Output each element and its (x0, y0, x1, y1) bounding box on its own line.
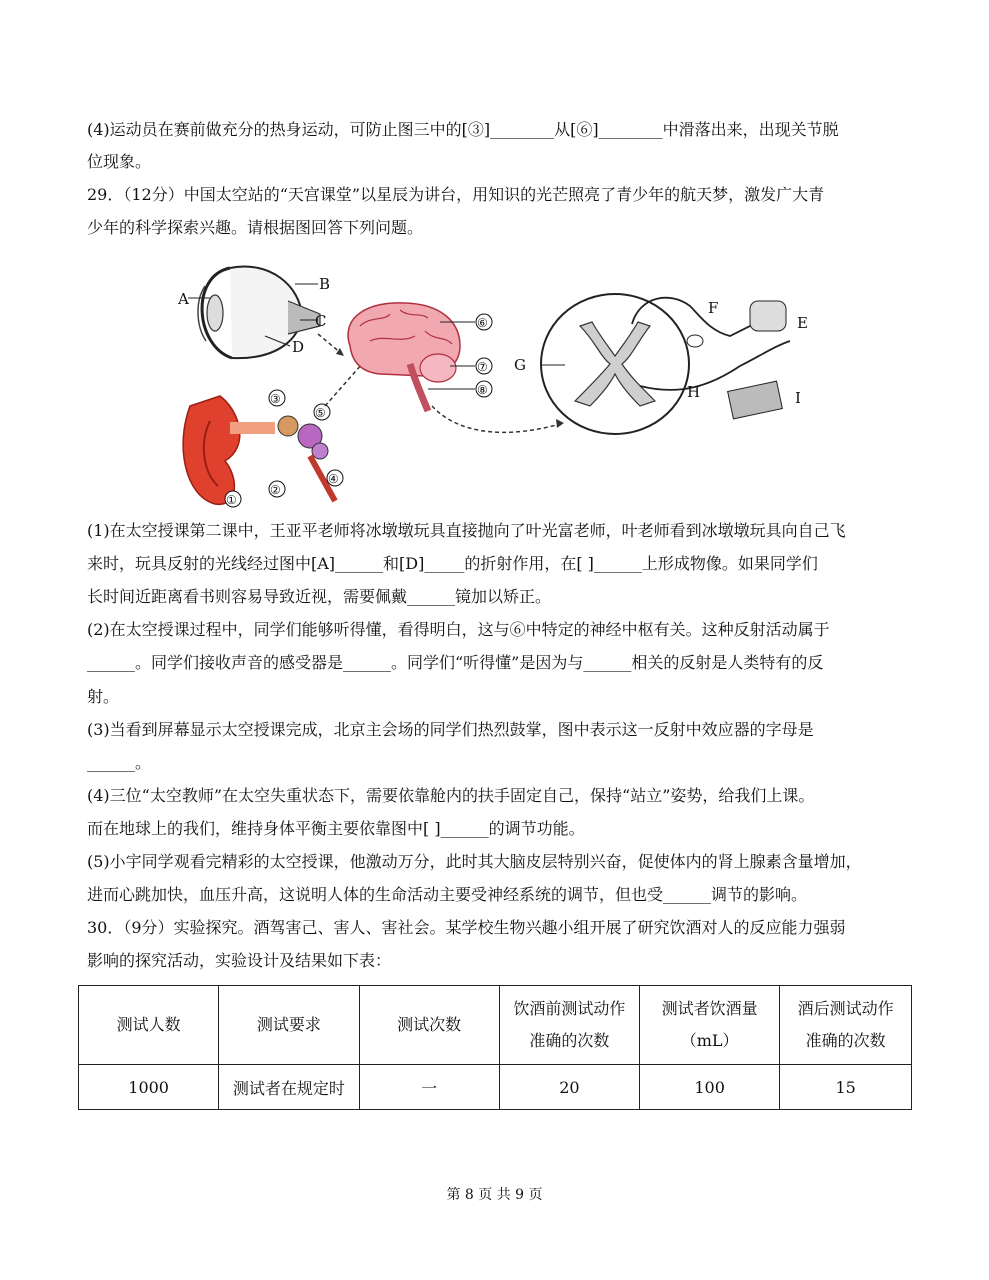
text-line: 长时间近距离看书则容易导致近视，需要佩戴______镜加以矫正。 (87, 587, 552, 606)
text-line: 位现象。 (87, 152, 152, 171)
text-line: 进而心跳加快，血压升高，这说明人体的生命活动主要受神经系统的调节，但也受______调节的影响。 (87, 885, 808, 904)
label-i: I (795, 389, 801, 407)
table-header-cell (359, 986, 499, 1065)
text-line: (3)当看到屏幕显示太空授课完成，北京主会场的同学们热烈鼓掌，图中表示这一反射中效应器的字母是 (87, 720, 814, 739)
text-line: (2)在太空授课过程中，同学们能够听得懂，看得明白，这与⑥中特定的神经中枢有关。这种反射活动属于 (87, 620, 830, 639)
question-30-heading: 30．（9分）实验探究。酒驾害己、害人、害社会。某学校生物兴趣小组开展了研究饮酒对人的反应能力强弱 (87, 918, 846, 937)
table-cell: 一 (359, 1065, 499, 1110)
label-n4: ④ (328, 472, 339, 486)
label-h: H (687, 383, 701, 401)
table-header-cell (640, 986, 780, 1065)
header-text: 酒后测试动作 (797, 999, 894, 1018)
label-n6: ⑥ (477, 316, 488, 330)
text-line: ______。同学们接收声音的感受器是______。同学们“听得懂”是因为与______相关的反射是人类特有的反 (87, 653, 824, 672)
text-line: 来时，玩具反射的光线经过图中[A]______和[D]_____的折射作用，在[ ]______上形成物像。如果同学们 (87, 554, 818, 573)
experiment-table (78, 985, 912, 1110)
header-text: 测试者饮酒量 (661, 999, 758, 1018)
text-line: (1)在太空授课第二课中，王亚平老师将冰墩墩玩具直接抛向了叶光富老师，叶老师看到冰墩墩玩具向自己飞 (87, 521, 846, 540)
nervous-system-diagram (170, 246, 830, 512)
label-d: D (292, 338, 305, 356)
brain-illustration (348, 303, 460, 411)
label-n3: ③ (270, 392, 281, 406)
header-text: （mL） (680, 1031, 739, 1050)
table-header-cell (219, 986, 359, 1065)
question-29-heading: 29．（12分）中国太空站的“天宫课堂”以星辰为讲台，用知识的光芒照亮了青少年的航天梦，激发广大青 (87, 185, 825, 204)
label-e: E (797, 314, 808, 332)
label-n7: ⑦ (477, 360, 488, 374)
table-cell: 15 (780, 1065, 912, 1110)
table-cell: 20 (499, 1065, 639, 1110)
text-line: 少年的科学探索兴趣。请根据图回答下列问题。 (87, 218, 424, 237)
label-c: C (315, 312, 327, 330)
label-n8: ⑧ (477, 383, 488, 397)
label-n5: ⑤ (315, 406, 326, 420)
text-line: (5)小宇同学观看完精彩的太空授课，他激动万分，此时其大脑皮层特别兴奋，促使体内的肾上腺素含量增加， (87, 852, 862, 871)
label-b: B (319, 275, 331, 293)
spinal-cord-illustration (541, 294, 790, 434)
header-text: 准确的次数 (805, 1031, 886, 1050)
header-text: 饮酒前测试动作 (513, 999, 626, 1018)
ear-illustration (183, 396, 335, 504)
table-cell: 测试者在规定时 (219, 1065, 359, 1110)
text-line: 影响的探究活动，实验设计及结果如下表： (87, 951, 392, 970)
page-footer: 第 8 页 共 9 页 (446, 1187, 543, 1203)
header-text: 测试人数 (116, 1015, 181, 1034)
header-text: 准确的次数 (529, 1031, 610, 1050)
table-header-cell (499, 986, 639, 1065)
header-text: 测试要求 (256, 1015, 321, 1034)
label-n2: ② (270, 483, 281, 497)
table-cell: 100 (640, 1065, 780, 1110)
text-line: 射。 (87, 687, 120, 706)
text-line: (4)三位“太空教师”在太空失重状态下，需要依靠舱内的扶手固定自己，保持“站立”姿势，给我们上课。 (87, 786, 815, 805)
label-n1: ① (226, 493, 237, 507)
text-line: ______。 (87, 753, 152, 772)
header-text: 测试次数 (397, 1015, 462, 1034)
label-a: A (178, 290, 189, 308)
text-line: 而在地球上的我们，维持身体平衡主要依靠图中[ ]______的调节功能。 (87, 819, 585, 838)
table-cell: 1000 (79, 1065, 219, 1110)
label-g: G (514, 356, 526, 374)
table-header-row (79, 986, 912, 1065)
table-header-cell (79, 986, 219, 1065)
text-line: (4)运动员在赛前做充分的热身运动，可防止图三中的[③]________从[⑥]________中滑落出来，出现关节脱 (87, 120, 839, 139)
label-f: F (708, 299, 719, 317)
table-row (79, 1065, 912, 1110)
table-header-cell (780, 986, 912, 1065)
